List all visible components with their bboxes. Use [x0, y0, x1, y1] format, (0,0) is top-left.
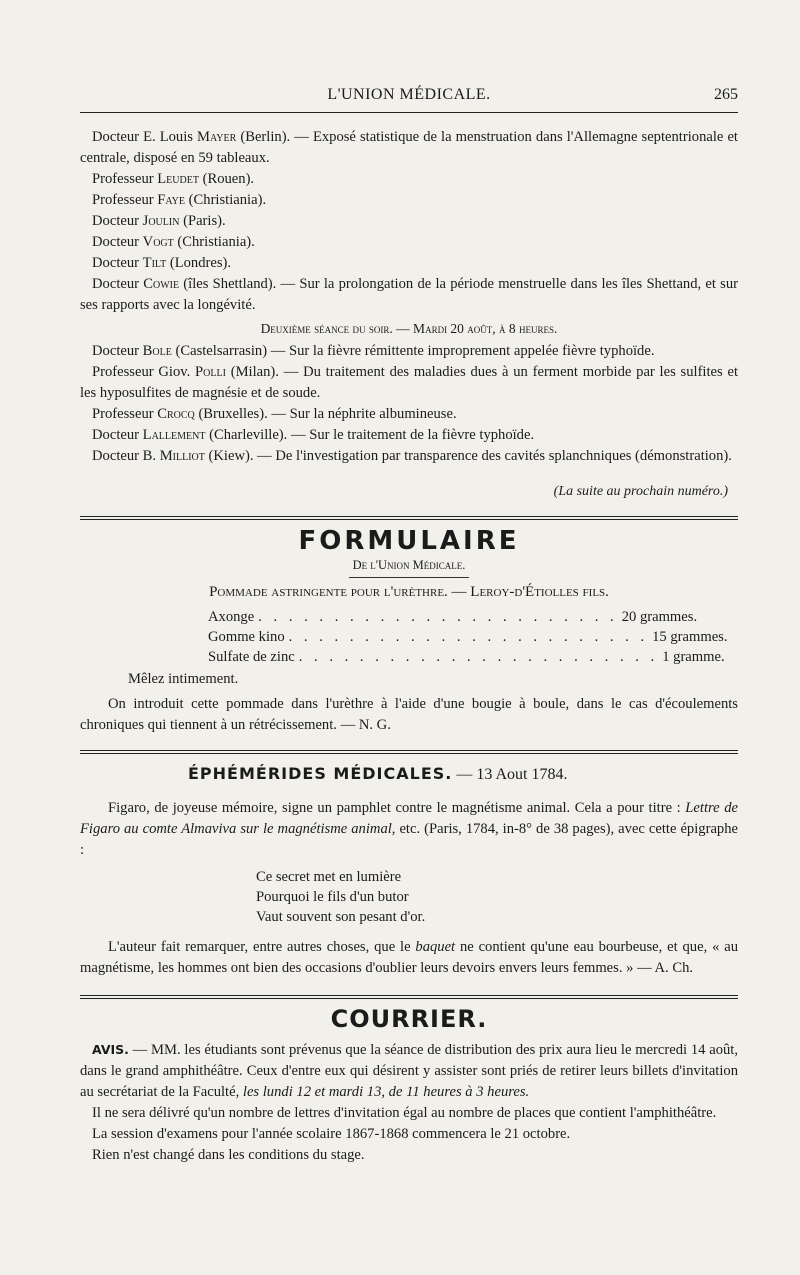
page-header [80, 82, 738, 113]
ephemerides-title: ÉPHÉMÉRIDES MÉDICALES. [188, 764, 453, 783]
section-divider [80, 750, 738, 754]
notice-paragraph: AVIS. — MM. les étudiants sont prévenus que la séance de distribution des prix aura lieu le mercredi 14 août, dans le grand amphithéâtre. Ceux d'entre eux qui désirent y assister sont priés de retirer leurs billets d'invitation au secrétariat de la Faculté, les lundi 12 et mardi 13, de 11 heures à 3 heures. [80, 1042, 738, 1100]
formulaire-title: FORMULAIRE [298, 526, 520, 556]
epigraph-verse: Ce secret met en lumière Pourquoi le fils d'un butor Vaut souvent son pesant d'or. [256, 869, 426, 925]
running-title: L'UNION MÉDICALE. [327, 86, 491, 103]
list-item: Docteur B. Milliot (Kiew). — De l'investigation par transparence des cavités splanchniques (démonstration). [92, 448, 732, 464]
page-number: 265 [714, 86, 738, 103]
courrier-title: COURRIER. [330, 1005, 488, 1033]
list-item: Docteur Lallement (Charleville). — Sur le traitement de la fièvre typhoïde. [92, 427, 535, 443]
ephemerides-paragraph: L'auteur fait remarquer, entre autres choses, que le baquet ne contient qu'une eau bourbeuse, et que, « au magnétisme, les hommes ont bien des occasions d'oublier leurs devoirs envers leurs femmes. » — A. Ch. [80, 939, 738, 976]
ephemerides-section [80, 764, 738, 979]
section-divider [80, 516, 738, 520]
ingredient-row: Axonge . . . . . . . . . . . . . . . . . . . . . . . . 20 grammes. [208, 609, 698, 625]
usage-paragraph: On introduit cette pommade dans l'urèthre à l'aide d'une bougie à boule, dans le cas d'écoulements chroniques qui tiennent à un rétrécissement. — N. G. [80, 696, 738, 733]
ephemerides-paragraph: Figaro, de joyeuse mémoire, signe un pamphlet contre le magnétisme animal. Cela a pour titre : Lettre de Figaro au comte Almaviva sur le magnétisme animal, etc. (Paris, 1784, in-8° de 38 pages), avec cette épigraphe : [80, 800, 738, 858]
recipe-title: Pommade astringente pour l'urèthre. — Leroy-d'Étiolles fils. [209, 584, 609, 600]
ephemerides-heading [80, 764, 738, 784]
section-divider [80, 995, 738, 999]
to-be-continued-note: (La suite au prochain numéro.) [553, 484, 728, 499]
formulaire-section [80, 526, 738, 736]
notice-paragraph: Rien n'est changé dans les conditions du stage. [92, 1147, 365, 1163]
list-item: Docteur Tilt (Londres). [92, 255, 232, 271]
notice-paragraph: La session d'examens pour l'année scolaire 1867-1868 commencera le 21 octobre. [92, 1126, 571, 1142]
list-item: Docteur E. Louis Mayer (Berlin). — Exposé statistique de la menstruation dans l'Allemagne septentrionale et centrale, disposé en 59 tableaux. [80, 129, 738, 166]
list-item: Docteur Joulin (Paris). [92, 213, 226, 229]
speaker-list [80, 127, 738, 502]
list-item: Professeur Crocq (Bruxelles). — Sur la néphrite albumineuse. [92, 406, 457, 422]
list-item: Professeur Leudet (Rouen). [92, 171, 255, 187]
ephemerides-date: — 13 Aout 1784. [452, 766, 568, 783]
short-divider [349, 577, 469, 578]
ingredient-row: Gomme kino . . . . . . . . . . . . . . . . . . . . . . . . 15 grammes. [208, 629, 728, 645]
list-item: Docteur Bole (Castelsarrasin) — Sur la fièvre rémittente improprement appelée fièvre typhoïde. [92, 343, 655, 359]
session-heading: Deuxième séance du soir. — Mardi 20 août, à 8 heures. [260, 321, 558, 336]
list-item: Docteur Vogt (Christiania). [92, 234, 255, 250]
notice-paragraph: Il ne sera délivré qu'un nombre de lettres d'invitation égal au nombre de places que contient l'amphithéâtre. [92, 1105, 717, 1121]
ingredient-list [208, 607, 728, 667]
list-item: Docteur Cowie (îles Shettland). — Sur la prolongation de la période menstruelle dans les îles Shettand, et sur ses rapports avec la longévité. [80, 276, 738, 313]
mix-instruction: Mêlez intimement. [128, 671, 239, 687]
list-item: Professeur Faye (Christiania). [92, 192, 267, 208]
courrier-section [80, 1005, 738, 1166]
ingredient-row: Sulfate de zinc . . . . . . . . . . . . . . . . . . . . . . . . 1 gramme. [208, 649, 725, 665]
formulaire-subtitle: De l'Union Médicale. [352, 558, 466, 572]
list-item: Professeur Giov. Polli (Milan). — Du traitement des maladies dues à un ferment morbide par les sulfites et les hyposulfites de magnésie et de soude. [80, 364, 739, 401]
